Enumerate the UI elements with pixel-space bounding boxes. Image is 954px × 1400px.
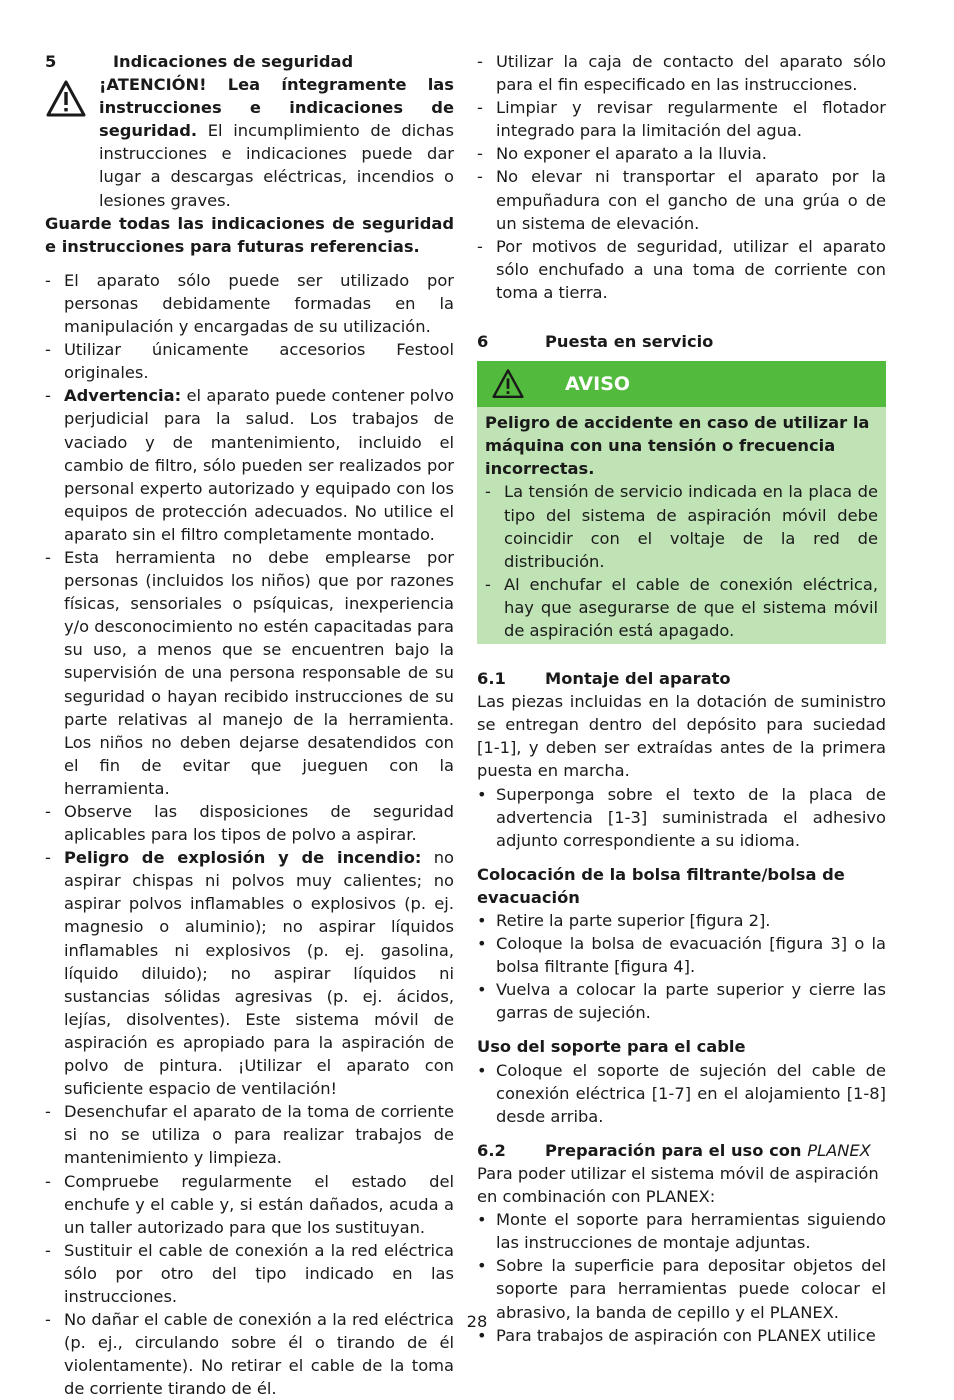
title-text: Preparación para el uso con: [545, 1140, 808, 1160]
list-item: [45, 269, 454, 338]
section-title: [545, 1139, 871, 1162]
section-title: Montaje del aparato: [545, 669, 731, 689]
item-text: Esta herramienta no debe emplearse por personas (incluidos los niños) que por razones físicas, sensoriales o psíquicas, inexperiencia y/o desconocimiento no estén capacitadas para su uso, a menos que se encuentren bajo la supervisión de una persona responsable de su seguridad o hayan recibido instrucciones de su parte relativas al manejo de la herramienta. Los niños no deben dejarse desatendidos con el fin de evitar que jueguen con la herramienta.: [64, 547, 454, 798]
list-item: • Superponga sobre el texto de la placa de advertencia [1-3] suministrada el adhesivo adjunto correspondiente a su idioma.: [477, 783, 886, 852]
section-number: 5: [45, 52, 57, 71]
list-item: - Limpiar y revisar regularmente el flotador integrado para la limitación del agua.: [477, 96, 886, 142]
item-text: No dañar el cable de conexión a la red eléctrica (p. ej., circulando sobre él o tirando de él violentamente). No retirar el cable de la toma de corriente tirando de él.: [64, 1310, 454, 1399]
warning-list: [485, 480, 878, 642]
section-title: Indicaciones de seguridad: [113, 52, 354, 71]
page-number: 28: [466, 1312, 488, 1331]
right-column: [477, 50, 886, 1347]
section-5-heading: [45, 50, 454, 73]
list-item: [45, 1239, 454, 1308]
section-number: 6.2: [477, 1140, 506, 1160]
attention-rest: El incumplimiento de dichas instrucciones e indicaciones puede dar lugar a descargas eléctricas, incendios o lesiones graves.: [99, 121, 454, 210]
list-item: - Por motivos de seguridad, utilizar el aparato sólo enchufado a una toma de corriente con toma a tierra.: [477, 235, 886, 304]
title-italic: PLANEX: [807, 1140, 871, 1160]
item-text: El aparato sólo puede ser utilizado por personas debidamente formadas en la manipulación y encargadas de su utilización.: [64, 270, 454, 337]
item-text: Compruebe regularmente el estado del enchufe y el cable y, si están dañados, acuda a un taller autorizado para que los sustituyan.: [64, 1171, 454, 1237]
section-6-1-heading: [477, 667, 886, 690]
safety-list-continued: [477, 50, 886, 304]
subheading-filter-bag: Colocación de la bolsa filtrante/bolsa de evacuación: [477, 864, 845, 907]
list-item: - Utilizar la caja de contacto del aparato sólo para el fin especificado en las instrucciones.: [477, 50, 886, 96]
warning-triangle-icon: [45, 79, 87, 119]
section-6-2-intro: Para poder utilizar el sistema móvil de aspiración en combinación con PLANEX:: [477, 1163, 879, 1207]
list-item: [45, 800, 454, 846]
list-item: • Retire la parte superior [figura 2].: [477, 909, 886, 932]
left-column: [45, 50, 454, 1400]
section-6-2-heading: [477, 1139, 886, 1162]
list-item: • Vuelva a colocar la parte superior y cierre las garras de sujeción.: [477, 978, 886, 1024]
warning-body: [477, 407, 886, 644]
section-number: 6.1: [477, 669, 506, 689]
safety-list: [45, 269, 454, 1400]
list-item: - La tensión de servicio indicada en la placa de tipo del sistema de aspiración móvil debe coincidir con el voltaje de la red de distribución.: [485, 480, 878, 572]
attention-block: [45, 73, 454, 212]
item-text: el aparato puede contener polvo perjudicial para la salud. Los trabajos de vaciado y de mantenimiento, incluido el cambio de filtro, sólo pueden ser realizados por personal experto autorizado y equipado con los equipos de protección adecuados. No utilice el aparato sin el filtro completamente montado.: [64, 386, 454, 544]
filter-bag-steps: [477, 909, 886, 1024]
section-number: 6: [477, 332, 489, 352]
warning-label: AVISO: [565, 372, 631, 395]
list-item: • Sobre la superficie para depositar objetos del soporte para herramientas puede colocar el abrasivo, la banda de cepillo y el PLANEX.: [477, 1254, 886, 1323]
list-item: • Para trabajos de aspiración con PLANEX utilice: [477, 1324, 886, 1347]
list-item: • Coloque la bolsa de evacuación [figura 3] o la bolsa filtrante [figura 4].: [477, 932, 886, 978]
cable-holder-steps: [477, 1059, 886, 1128]
subheading-cable-holder: Uso del soporte para el cable: [477, 1037, 746, 1057]
list-item: [45, 1100, 454, 1169]
warning-headline: Peligro de accidente en caso de utilizar la máquina con una tensión o frecuencia incorrectas.: [485, 413, 870, 479]
attention-bold: ¡ATENCIÓN! Lea íntegramente las instrucciones e indicaciones de seguridad.: [99, 75, 454, 141]
keep-instructions-note: Guarde todas las indicaciones de seguridad e instrucciones para futuras referencias.: [45, 213, 454, 256]
warning-header: [477, 361, 886, 407]
list-item: [45, 384, 454, 546]
item-bold: Advertencia:: [64, 386, 182, 406]
section-6-1-intro: Las piezas incluidas en la dotación de suministro se entregan dentro del depósito para suciedad [1-1], y deben ser extraídas antes de la primera puesta en marcha.: [477, 692, 886, 781]
list-item: - No elevar ni transportar el aparato por la empuñadura con el gancho de una grúa o de un sistema de elevación.: [477, 165, 886, 234]
item-text: Observe las disposiciones de seguridad aplicables para los tipos de polvo a aspirar.: [64, 802, 454, 845]
item-text: no aspirar chispas ni polvos muy calientes; no aspirar polvos inflamables o explosivos (p. ej. magnesio o aluminio); no aspirar líquidos inflamables ni explosivos (p. ej. gasolina, líquido diluido); no aspirar líquidos ni sustancias sólidas agresivas (p. ej. ácidos, lejías, disolventes). Este sistema móvil de aspiración es apropiado para la aspiración de polvo de pintura. ¡Utilizar el aparato con suficiente espacio de ventilación!: [64, 848, 454, 1099]
item-text: Utilizar únicamente accesorios Festool originales.: [64, 340, 454, 383]
list-item: • Monte el soporte para herramientas siguiendo las instrucciones de montaje adjuntas.: [477, 1208, 886, 1254]
list-item: - Al enchufar el cable de conexión eléctrica, hay que asegurarse de que el sistema móvil de aspiración está apagado.: [485, 573, 878, 642]
list-item: [45, 338, 454, 384]
list-item: [45, 846, 454, 1100]
item-text: Desenchufar el aparato de la toma de corriente si no se utiliza o para realizar trabajos de mantenimiento y limpieza.: [64, 1102, 454, 1168]
section-title: Puesta en servicio: [545, 332, 714, 352]
attention-text: [99, 73, 454, 212]
list-item: - No exponer el aparato a la lluvia.: [477, 142, 886, 165]
list-item: • Coloque el soporte de sujeción del cable de conexión eléctrica [1-7] en el alojamiento [1-8] desde arriba.: [477, 1059, 886, 1128]
warning-box: [477, 361, 886, 644]
section-6-1-bullets: [477, 783, 886, 852]
warning-triangle-icon: [491, 368, 525, 400]
item-bold: Peligro de explosión y de incendio:: [64, 848, 422, 868]
item-text: Sustituir el cable de conexión a la red eléctrica sólo por otro del tipo indicado en las instrucciones.: [64, 1240, 454, 1306]
list-item: [45, 546, 454, 800]
list-item: [45, 1170, 454, 1239]
section-6-heading: [477, 330, 886, 353]
